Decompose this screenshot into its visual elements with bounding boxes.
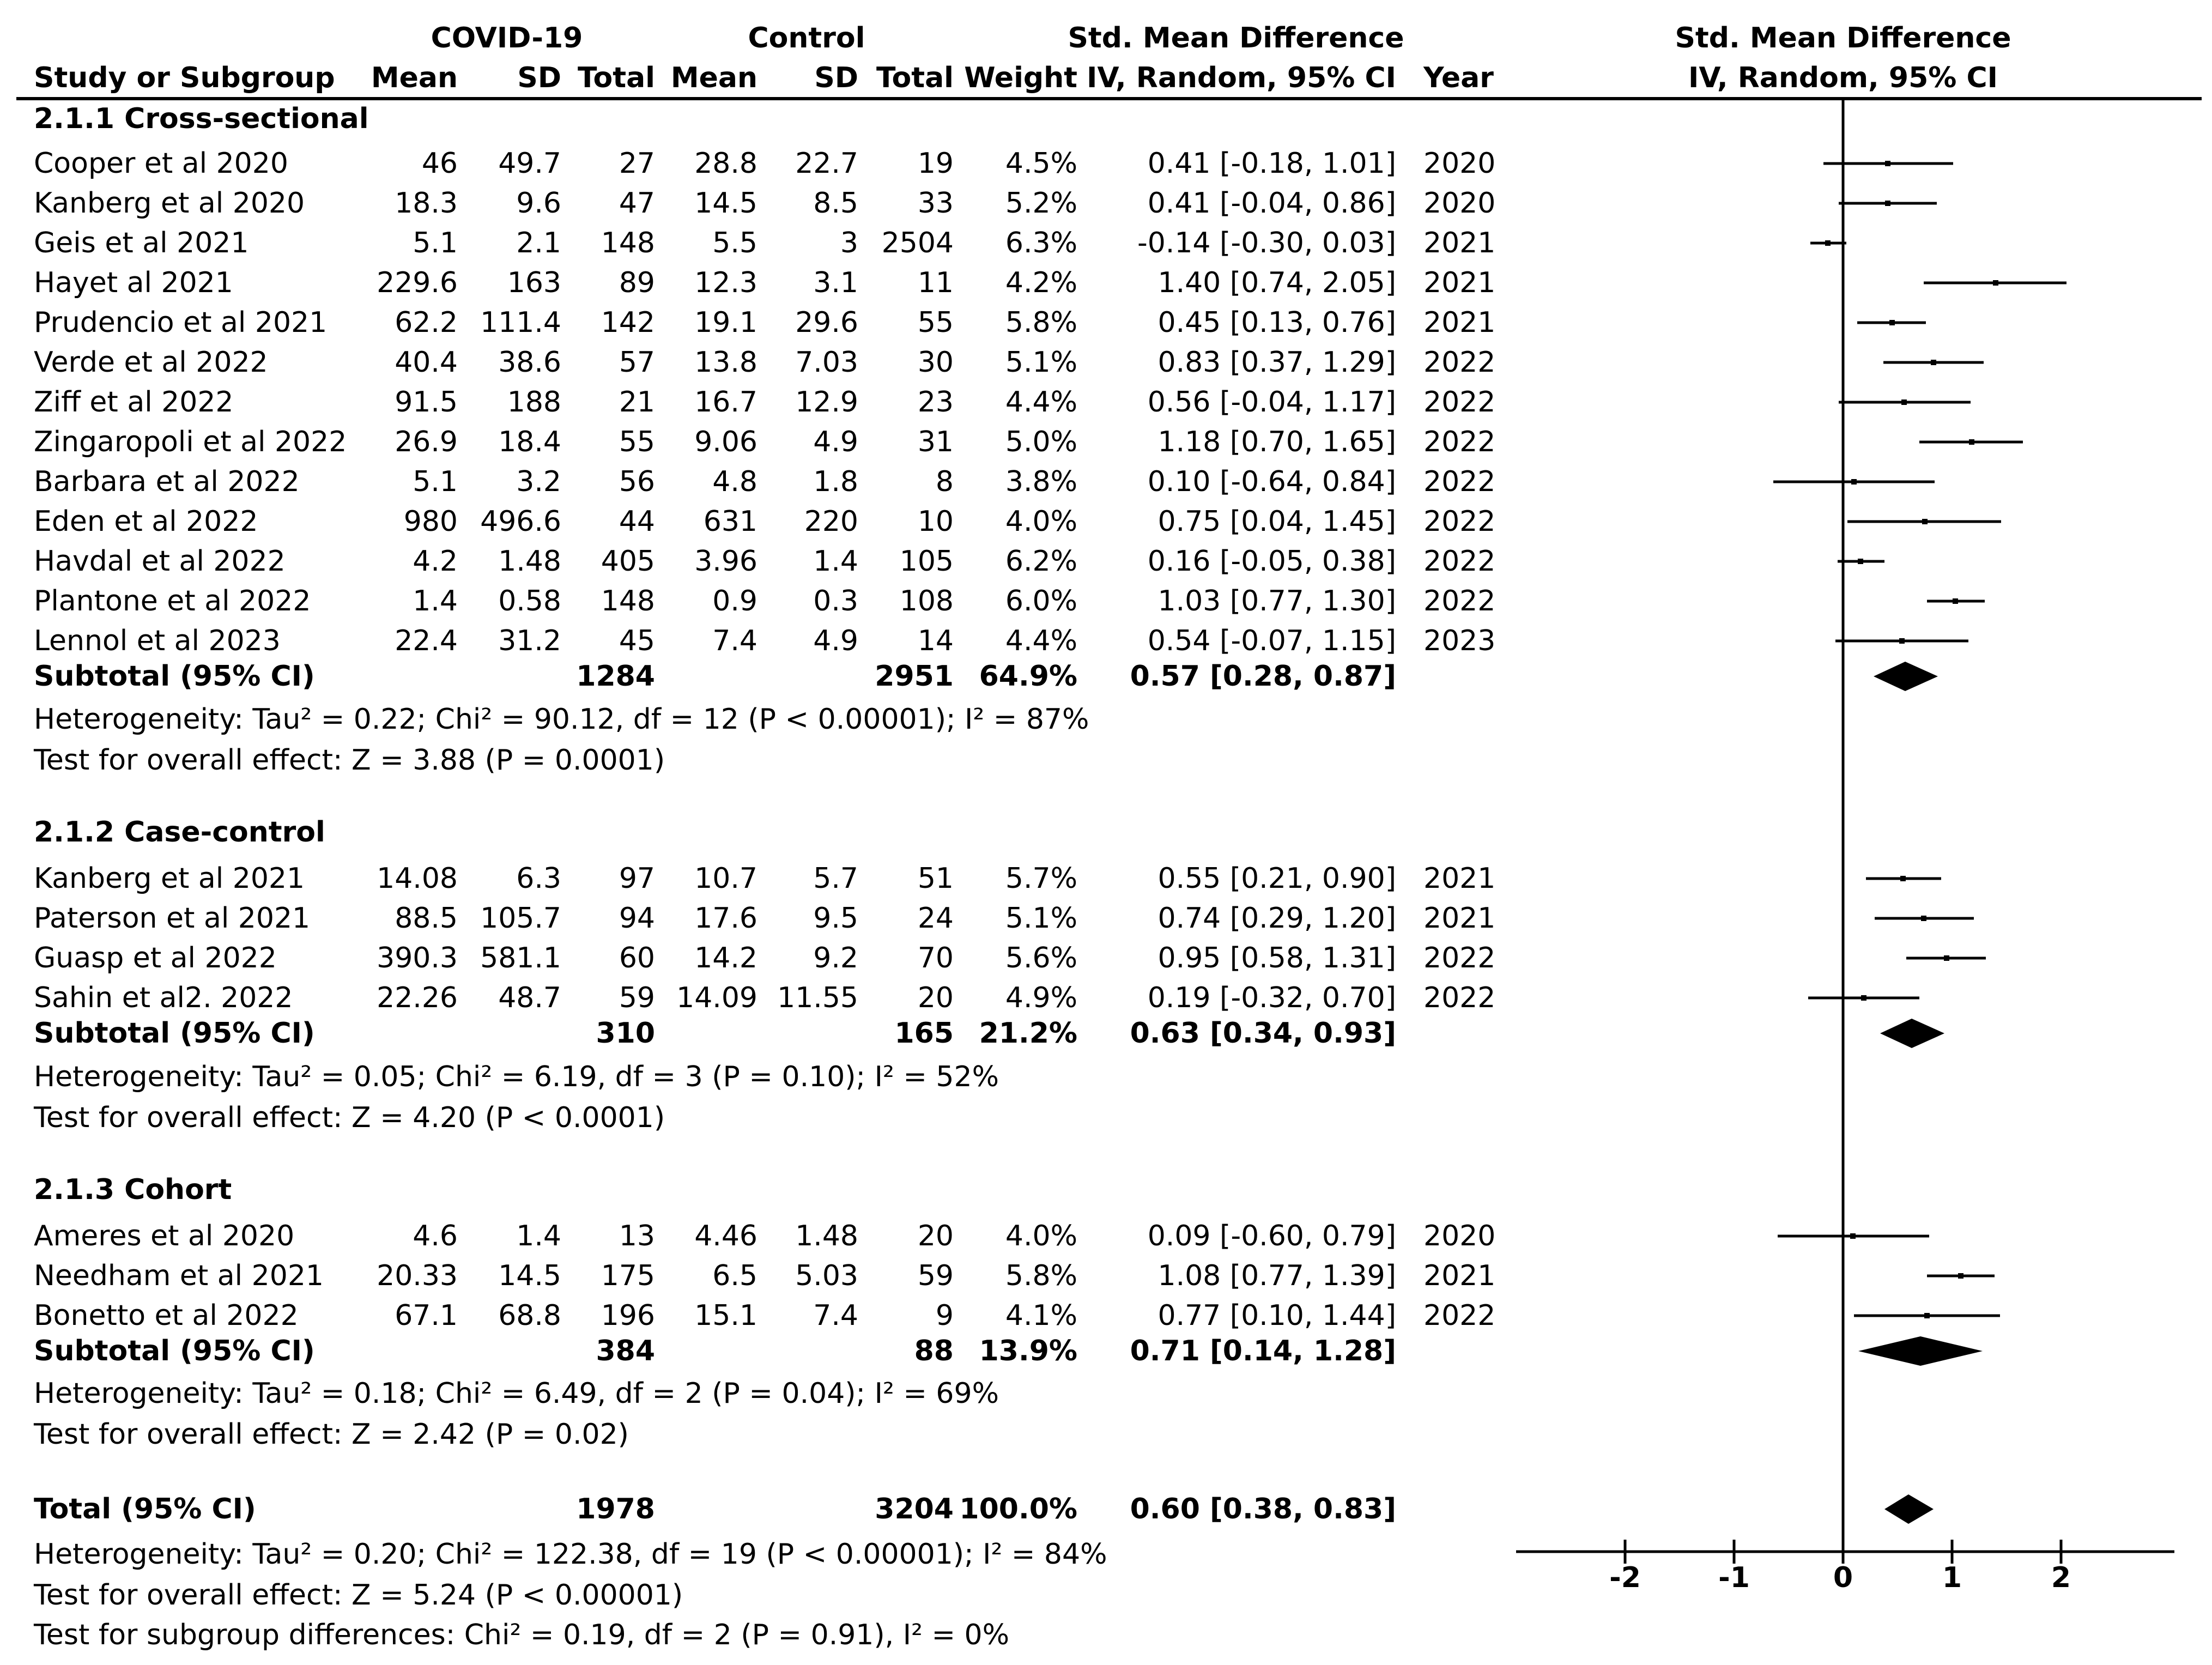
subtotal-weight: 64.9%: [979, 660, 1077, 693]
study-year: 2022: [1423, 545, 1496, 578]
overall-effect-text: Test for overall effect: Z = 4.20 (P < 0.0001): [34, 1101, 665, 1134]
subgroup-title: 2.1.1 Cross-sectional: [34, 102, 369, 135]
study-point-estimate: [1900, 876, 1906, 881]
heterogeneity-text: Heterogeneity: Tau² = 0.05; Chi² = 6.19, df = 3 (P = 0.10); I² = 52%: [34, 1061, 999, 1093]
study-year: 2021: [1423, 902, 1496, 935]
column-header-m1: Mean: [371, 62, 458, 94]
study-year: 2022: [1423, 585, 1496, 617]
study-n2: 11: [917, 267, 954, 299]
study-sd1: 2.1: [516, 227, 561, 259]
plot-title: Std. Mean Difference: [1675, 22, 2011, 55]
subtotal-ci: 0.71 [0.14, 1.28]: [1130, 1335, 1396, 1367]
overall-effect-text: Test for overall effect: Z = 2.42 (P = 0.02): [34, 1418, 629, 1451]
study-name: Cooper et al 2020: [34, 147, 288, 180]
study-weight: 6.2%: [1005, 545, 1077, 578]
study-name: Eden et al 2022: [34, 505, 258, 538]
study-weight: 5.0%: [1005, 426, 1077, 458]
study-sd1: 31.2: [498, 625, 561, 657]
total-ci: 0.60 [0.38, 0.83]: [1130, 1493, 1396, 1525]
pooled-effect-diamond: [1858, 1336, 1983, 1366]
study-n1: 94: [619, 902, 655, 935]
study-year: 2023: [1423, 625, 1496, 657]
study-point-estimate: [1825, 240, 1831, 246]
study-point-estimate: [1953, 598, 1958, 604]
study-ci: 0.56 [-0.04, 1.17]: [1147, 386, 1396, 419]
study-sd1: 188: [507, 386, 561, 419]
study-sd2: 0.3: [813, 585, 858, 617]
study-ci: 1.03 [0.77, 1.30]: [1157, 585, 1396, 617]
column-header-name: Study or Subgroup: [34, 62, 335, 94]
study-weight: 4.9%: [1005, 982, 1077, 1014]
study-weight: 5.7%: [1005, 862, 1077, 895]
study-name: Bonetto et al 2022: [34, 1299, 299, 1332]
study-sd2: 4.9: [813, 426, 858, 458]
study-m2: 14.5: [694, 187, 757, 220]
study-weight: 5.2%: [1005, 187, 1077, 220]
study-point-estimate: [1921, 916, 1926, 921]
study-weight: 5.8%: [1005, 306, 1077, 339]
study-ci: 0.54 [-0.07, 1.15]: [1147, 625, 1396, 657]
study-weight: 4.4%: [1005, 386, 1077, 419]
study-n1: 60: [619, 942, 655, 974]
column-header-n1: Total: [577, 62, 655, 94]
study-name: Kanberg et al 2020: [34, 187, 305, 220]
study-year: 2020: [1423, 147, 1496, 180]
subgroup-differences-text: Test for subgroup differences: Chi² = 0.19, df = 2 (P = 0.91), I² = 0%: [34, 1619, 1010, 1651]
study-m1: 20.33: [377, 1260, 458, 1292]
column-header-m2: Mean: [670, 62, 757, 94]
study-name: Hayet al 2021: [34, 267, 233, 299]
study-n1: 405: [601, 545, 655, 578]
study-sd2: 3.1: [813, 267, 858, 299]
study-m1: 4.6: [413, 1220, 458, 1252]
study-point-estimate: [1858, 559, 1863, 564]
study-ci: 0.77 [0.10, 1.44]: [1157, 1299, 1396, 1332]
study-m2: 4.8: [712, 465, 757, 498]
study-n1: 13: [619, 1220, 655, 1252]
study-sd2: 1.8: [813, 465, 858, 498]
smd-column-title: Std. Mean Difference: [1068, 22, 1404, 55]
study-n1: 59: [619, 982, 655, 1014]
study-sd1: 6.3: [516, 862, 561, 895]
study-sd2: 12.9: [795, 386, 858, 419]
study-point-estimate: [1993, 280, 1998, 286]
study-weight: 5.6%: [1005, 942, 1077, 974]
total-label: Total (95% CI): [34, 1493, 256, 1525]
study-name: Havdal et al 2022: [34, 545, 286, 578]
study-n2: 10: [917, 505, 954, 538]
study-year: 2021: [1423, 862, 1496, 895]
study-n1: 21: [619, 386, 655, 419]
study-n2: 33: [917, 187, 954, 220]
study-name: Kanberg et al 2021: [34, 862, 305, 895]
subtotal-n2: 165: [894, 1017, 954, 1050]
study-name: Prudencio et al 2021: [34, 306, 328, 339]
study-point-estimate: [1958, 1273, 1963, 1279]
study-point-estimate: [1931, 360, 1936, 365]
study-year: 2022: [1423, 982, 1496, 1014]
study-n1: 196: [601, 1299, 655, 1332]
study-sd2: 9.5: [813, 902, 858, 935]
study-sd2: 29.6: [795, 306, 858, 339]
study-m2: 3.96: [694, 545, 757, 578]
study-point-estimate: [1850, 1233, 1856, 1239]
study-m1: 26.9: [395, 426, 458, 458]
study-n1: 142: [601, 306, 655, 339]
study-n2: 105: [899, 545, 954, 578]
study-sd2: 11.55: [777, 982, 858, 1014]
control-group-header: Control: [748, 22, 865, 55]
study-year: 2022: [1423, 942, 1496, 974]
study-sd1: 0.58: [498, 585, 561, 617]
column-header-sd2: SD: [814, 62, 858, 94]
study-weight: 5.1%: [1005, 902, 1077, 935]
study-sd2: 5.7: [813, 862, 858, 895]
heterogeneity-text: Heterogeneity: Tau² = 0.18; Chi² = 6.49, df = 2 (P = 0.04); I² = 69%: [34, 1377, 999, 1410]
study-m1: 14.08: [377, 862, 458, 895]
study-ci: 1.08 [0.77, 1.39]: [1157, 1260, 1396, 1292]
study-weight: 4.0%: [1005, 1220, 1077, 1252]
study-n2: 30: [917, 346, 954, 379]
plot-method-header: IV, Random, 95% CI: [1688, 62, 1998, 94]
study-sd1: 49.7: [498, 147, 561, 180]
study-n2: 23: [917, 386, 954, 419]
study-sd1: 581.1: [480, 942, 561, 974]
study-sd2: 5.03: [795, 1260, 858, 1292]
study-weight: 5.1%: [1005, 346, 1077, 379]
study-n1: 175: [601, 1260, 655, 1292]
study-sd1: 1.48: [498, 545, 561, 578]
study-m2: 14.2: [694, 942, 757, 974]
study-n2: 19: [917, 147, 954, 180]
study-m1: 18.3: [395, 187, 458, 220]
subtotal-ci: 0.57 [0.28, 0.87]: [1130, 660, 1396, 693]
study-m1: 91.5: [395, 386, 458, 419]
study-year: 2020: [1423, 1220, 1496, 1252]
study-n2: 59: [917, 1260, 954, 1292]
study-year: 2020: [1423, 187, 1496, 220]
study-name: Plantone et al 2022: [34, 585, 311, 617]
study-name: Guasp et al 2022: [34, 942, 277, 974]
subtotal-n2: 88: [914, 1335, 954, 1367]
study-sd2: 9.2: [813, 942, 858, 974]
study-n2: 14: [917, 625, 954, 657]
study-point-estimate: [1944, 955, 1949, 961]
study-m1: 22.4: [395, 625, 458, 657]
study-m2: 17.6: [694, 902, 757, 935]
study-n1: 55: [619, 426, 655, 458]
study-year: 2021: [1423, 267, 1496, 299]
study-weight: 4.2%: [1005, 267, 1077, 299]
study-weight: 4.4%: [1005, 625, 1077, 657]
study-n1: 45: [619, 625, 655, 657]
study-sd2: 220: [804, 505, 858, 538]
study-sd2: 4.9: [813, 625, 858, 657]
study-n2: 31: [917, 426, 954, 458]
subtotal-label: Subtotal (95% CI): [34, 660, 315, 693]
study-name: Lennol et al 2023: [34, 625, 281, 657]
study-sd1: 68.8: [498, 1299, 561, 1332]
study-name: Ziff et al 2022: [34, 386, 234, 419]
study-ci: 0.74 [0.29, 1.20]: [1157, 902, 1396, 935]
study-ci: 0.09 [-0.60, 0.79]: [1147, 1220, 1396, 1252]
study-ci: 0.83 [0.37, 1.29]: [1157, 346, 1396, 379]
study-point-estimate: [1889, 320, 1895, 325]
study-n2: 20: [917, 982, 954, 1014]
study-n2: 20: [917, 1220, 954, 1252]
study-m1: 390.3: [377, 942, 458, 974]
study-ci: 0.45 [0.13, 0.76]: [1157, 306, 1396, 339]
study-year: 2022: [1423, 426, 1496, 458]
column-header-year: Year: [1423, 62, 1494, 94]
study-year: 2022: [1423, 346, 1496, 379]
study-sd2: 7.03: [795, 346, 858, 379]
study-year: 2022: [1423, 386, 1496, 419]
study-year: 2022: [1423, 505, 1496, 538]
study-year: 2021: [1423, 227, 1496, 259]
study-n1: 44: [619, 505, 655, 538]
pooled-effect-diamond: [1880, 1019, 1944, 1048]
study-weight: 4.5%: [1005, 147, 1077, 180]
column-header-weight: Weight: [964, 62, 1077, 94]
study-m2: 16.7: [694, 386, 757, 419]
study-sd2: 1.4: [813, 545, 858, 578]
study-sd1: 163: [507, 267, 561, 299]
study-m2: 4.46: [694, 1220, 757, 1252]
study-n1: 57: [619, 346, 655, 379]
study-m2: 9.06: [694, 426, 757, 458]
study-n2: 51: [917, 862, 954, 895]
study-name: Verde et al 2022: [34, 346, 268, 379]
study-n2: 9: [935, 1299, 954, 1332]
total-overall-effect-text: Test for overall effect: Z = 5.24 (P < 0.00001): [34, 1579, 683, 1612]
study-sd1: 496.6: [480, 505, 561, 538]
study-m1: 980: [403, 505, 458, 538]
study-n1: 97: [619, 862, 655, 895]
heterogeneity-text: Heterogeneity: Tau² = 0.22; Chi² = 90.12, df = 12 (P < 0.00001); I² = 87%: [34, 703, 1089, 736]
study-ci: 0.75 [0.04, 1.45]: [1157, 505, 1396, 538]
study-sd2: 1.48: [795, 1220, 858, 1252]
study-n1: 89: [619, 267, 655, 299]
study-m1: 62.2: [395, 306, 458, 339]
study-name: Ameres et al 2020: [34, 1220, 295, 1252]
study-sd2: 3: [840, 227, 858, 259]
study-point-estimate: [1861, 995, 1866, 1001]
study-sd1: 18.4: [498, 426, 561, 458]
subtotal-label: Subtotal (95% CI): [34, 1017, 315, 1050]
study-name: Needham et al 2021: [34, 1260, 324, 1292]
study-m1: 5.1: [413, 227, 458, 259]
study-sd1: 38.6: [498, 346, 561, 379]
x-tick-label: 1: [1942, 1561, 1962, 1594]
study-m2: 28.8: [694, 147, 757, 180]
study-m2: 631: [703, 505, 757, 538]
column-header-n2: Total: [876, 62, 954, 94]
study-m2: 14.09: [676, 982, 757, 1014]
x-tick-label: -1: [1718, 1561, 1750, 1594]
study-ci: -0.14 [-0.30, 0.03]: [1137, 227, 1396, 259]
x-tick-label: 0: [1833, 1561, 1853, 1594]
study-weight: 6.3%: [1005, 227, 1077, 259]
subtotal-weight: 13.9%: [979, 1335, 1077, 1367]
study-ci: 1.40 [0.74, 2.05]: [1157, 267, 1396, 299]
study-m1: 1.4: [413, 585, 458, 617]
study-n1: 47: [619, 187, 655, 220]
study-m2: 0.9: [712, 585, 757, 617]
subtotal-ci: 0.63 [0.34, 0.93]: [1130, 1017, 1396, 1050]
study-n2: 108: [899, 585, 954, 617]
total-n2: 3204: [875, 1493, 954, 1525]
study-m2: 5.5: [712, 227, 757, 259]
study-n2: 70: [917, 942, 954, 974]
covid-group-header: COVID-19: [431, 22, 583, 55]
x-tick-label: 2: [2051, 1561, 2071, 1594]
study-year: 2021: [1423, 306, 1496, 339]
study-n2: 24: [917, 902, 954, 935]
study-point-estimate: [1885, 201, 1890, 206]
study-m1: 67.1: [395, 1299, 458, 1332]
study-sd2: 22.7: [795, 147, 858, 180]
study-m2: 13.8: [694, 346, 757, 379]
subtotal-label: Subtotal (95% CI): [34, 1335, 315, 1367]
x-tick-label: -2: [1609, 1561, 1641, 1594]
study-n1: 148: [601, 227, 655, 259]
study-weight: 4.0%: [1005, 505, 1077, 538]
total-heterogeneity-text: Heterogeneity: Tau² = 0.20; Chi² = 122.38, df = 19 (P < 0.00001); I² = 84%: [34, 1538, 1107, 1571]
study-ci: 0.95 [0.58, 1.31]: [1157, 942, 1396, 974]
study-name: Geis et al 2021: [34, 227, 249, 259]
study-weight: 4.1%: [1005, 1299, 1077, 1332]
study-weight: 6.0%: [1005, 585, 1077, 617]
study-m1: 229.6: [377, 267, 458, 299]
study-ci: 0.55 [0.21, 0.90]: [1157, 862, 1396, 895]
study-sd1: 111.4: [480, 306, 561, 339]
column-header-ci: IV, Random, 95% CI: [1087, 62, 1396, 94]
study-sd1: 1.4: [516, 1220, 561, 1252]
pooled-effect-diamond: [1874, 662, 1938, 691]
study-m2: 19.1: [694, 306, 757, 339]
study-point-estimate: [1851, 479, 1857, 485]
study-m1: 88.5: [395, 902, 458, 935]
study-n1: 56: [619, 465, 655, 498]
study-m2: 15.1: [694, 1299, 757, 1332]
study-ci: 0.10 [-0.64, 0.84]: [1147, 465, 1396, 498]
subgroup-title: 2.1.3 Cohort: [34, 1173, 232, 1206]
study-point-estimate: [1924, 1313, 1930, 1318]
overall-effect-text: Test for overall effect: Z = 3.88 (P = 0.0001): [34, 744, 665, 777]
study-point-estimate: [1901, 399, 1907, 405]
study-sd2: 7.4: [813, 1299, 858, 1332]
study-year: 2022: [1423, 1299, 1496, 1332]
study-m1: 46: [421, 147, 458, 180]
study-m2: 6.5: [712, 1260, 757, 1292]
study-point-estimate: [1922, 519, 1928, 524]
study-sd1: 48.7: [498, 982, 561, 1014]
subtotal-n1: 1284: [576, 660, 655, 693]
column-header-sd1: SD: [517, 62, 561, 94]
study-n2: 8: [935, 465, 954, 498]
study-m2: 7.4: [712, 625, 757, 657]
study-sd1: 105.7: [480, 902, 561, 935]
study-m1: 22.26: [377, 982, 458, 1014]
study-point-estimate: [1969, 439, 1974, 445]
study-name: Sahin et al2. 2022: [34, 982, 293, 1014]
study-sd1: 9.6: [516, 187, 561, 220]
study-ci: 1.18 [0.70, 1.65]: [1157, 426, 1396, 458]
study-name: Zingaropoli et al 2022: [34, 426, 347, 458]
study-ci: 0.16 [-0.05, 0.38]: [1147, 545, 1396, 578]
study-sd2: 8.5: [813, 187, 858, 220]
study-m2: 10.7: [694, 862, 757, 895]
pooled-effect-diamond: [1884, 1494, 1934, 1524]
study-sd1: 14.5: [498, 1260, 561, 1292]
study-n2: 2504: [881, 227, 954, 259]
subtotal-n2: 2951: [875, 660, 954, 693]
study-ci: 0.19 [-0.32, 0.70]: [1147, 982, 1396, 1014]
study-weight: 3.8%: [1005, 465, 1077, 498]
study-m1: 5.1: [413, 465, 458, 498]
study-point-estimate: [1885, 161, 1890, 166]
study-ci: 0.41 [-0.18, 1.01]: [1147, 147, 1396, 180]
total-weight: 100.0%: [959, 1493, 1077, 1525]
total-n1: 1978: [576, 1493, 655, 1525]
study-sd1: 3.2: [516, 465, 561, 498]
study-year: 2022: [1423, 465, 1496, 498]
study-point-estimate: [1899, 638, 1905, 644]
study-m1: 40.4: [395, 346, 458, 379]
study-m1: 4.2: [413, 545, 458, 578]
study-n1: 27: [619, 147, 655, 180]
study-year: 2021: [1423, 1260, 1496, 1292]
study-name: Barbara et al 2022: [34, 465, 300, 498]
study-weight: 5.8%: [1005, 1260, 1077, 1292]
subgroup-title: 2.1.2 Case-control: [34, 816, 325, 849]
study-m2: 12.3: [694, 267, 757, 299]
subtotal-n1: 384: [596, 1335, 655, 1367]
study-ci: 0.41 [-0.04, 0.86]: [1147, 187, 1396, 220]
study-n2: 55: [917, 306, 954, 339]
study-name: Paterson et al 2021: [34, 902, 311, 935]
study-n1: 148: [601, 585, 655, 617]
subtotal-weight: 21.2%: [979, 1017, 1077, 1050]
subtotal-n1: 310: [596, 1017, 655, 1050]
